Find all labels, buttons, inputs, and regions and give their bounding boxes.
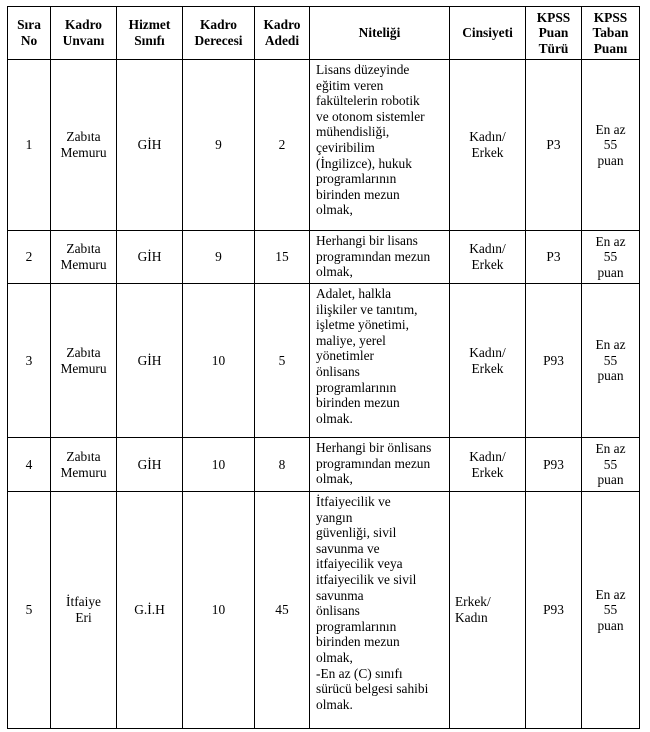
- kadro-table: [7, 6, 640, 729]
- cell-hizmet-sinifi: GİH: [117, 284, 183, 438]
- cell-sira-no: 4: [8, 438, 51, 492]
- cell-sira-no: 3: [8, 284, 51, 438]
- cell-kpss-puan-turu: P93: [526, 284, 582, 438]
- cell-niteligi: Adalet, halkla ilişkiler ve tanıtım, işletme yönetimi, maliye, yerel yönetimler önlisans programlarının birinden mezun olmak.: [310, 284, 450, 438]
- table-row: [8, 438, 640, 492]
- cell-kadro-derecesi: 10: [183, 492, 255, 729]
- header-sira-no: Sıra No: [8, 7, 51, 60]
- cell-niteligi: İtfaiyecilik ve yangın güvenliği, sivil savunma ve itfaiyecilik veya itfaiyecilik ve sivil savunma önlisans programlarının birinden mezun olmak, -En az (C) sınıfı sürücü belgesi sahibi olmak.: [310, 492, 450, 729]
- table-row: [8, 284, 640, 438]
- cell-kadro-derecesi: 9: [183, 231, 255, 284]
- cell-kadro-derecesi: 10: [183, 438, 255, 492]
- header-cinsiyeti: Cinsiyeti: [450, 7, 526, 60]
- cell-niteligi: Herhangi bir önlisans programından mezun olmak,: [310, 438, 450, 492]
- cell-hizmet-sinifi: GİH: [117, 231, 183, 284]
- cell-kadro-adedi: 45: [255, 492, 310, 729]
- header-kadro-unvani: Kadro Unvanı: [51, 7, 117, 60]
- header-niteligi: Niteliği: [310, 7, 450, 60]
- cell-kpss-puan-turu: P3: [526, 60, 582, 231]
- cell-niteligi: Herhangi bir lisans programından mezun olmak,: [310, 231, 450, 284]
- cell-kadro-adedi: 8: [255, 438, 310, 492]
- cell-kadro-unvani: İtfaiye Eri: [51, 492, 117, 729]
- cell-kadro-adedi: 5: [255, 284, 310, 438]
- header-kpss-taban-puani: KPSS Taban Puanı: [582, 7, 640, 60]
- cell-kadro-adedi: 2: [255, 60, 310, 231]
- cell-kpss-taban-puani: En az 55 puan: [582, 438, 640, 492]
- cell-kpss-puan-turu: P93: [526, 438, 582, 492]
- cell-cinsiyeti: Kadın/ Erkek: [450, 284, 526, 438]
- cell-hizmet-sinifi: GİH: [117, 60, 183, 231]
- cell-kpss-taban-puani: En az 55 puan: [582, 60, 640, 231]
- cell-kadro-unvani: Zabıta Memuru: [51, 231, 117, 284]
- cell-kpss-puan-turu: P93: [526, 492, 582, 729]
- cell-hizmet-sinifi: G.İ.H: [117, 492, 183, 729]
- table-row: [8, 60, 640, 231]
- cell-cinsiyeti: Erkek/ Kadın: [450, 492, 526, 729]
- cell-kpss-taban-puani: En az 55 puan: [582, 231, 640, 284]
- cell-hizmet-sinifi: GİH: [117, 438, 183, 492]
- cell-sira-no: 2: [8, 231, 51, 284]
- cell-sira-no: 1: [8, 60, 51, 231]
- cell-kadro-unvani: Zabıta Memuru: [51, 438, 117, 492]
- cell-kpss-puan-turu: P3: [526, 231, 582, 284]
- cell-cinsiyeti: Kadın/ Erkek: [450, 60, 526, 231]
- cell-niteligi: Lisans düzeyinde eğitim veren fakültelerin robotik ve otonom sistemler mühendisliği, çeviribilim (İngilizce), hukuk programlarının birinden mezun olmak,: [310, 60, 450, 231]
- cell-kadro-derecesi: 9: [183, 60, 255, 231]
- cell-sira-no: 5: [8, 492, 51, 729]
- header-kpss-puan-turu: KPSS Puan Türü: [526, 7, 582, 60]
- cell-cinsiyeti: Kadın/ Erkek: [450, 438, 526, 492]
- cell-kadro-adedi: 15: [255, 231, 310, 284]
- header-kadro-derecesi: Kadro Derecesi: [183, 7, 255, 60]
- table-row: [8, 492, 640, 729]
- cell-kadro-unvani: Zabıta Memuru: [51, 60, 117, 231]
- table-row: [8, 231, 640, 284]
- header-hizmet-sinifi: Hizmet Sınıfı: [117, 7, 183, 60]
- header-row: [8, 7, 640, 60]
- cell-kpss-taban-puani: En az 55 puan: [582, 492, 640, 729]
- header-kadro-adedi: Kadro Adedi: [255, 7, 310, 60]
- cell-kpss-taban-puani: En az 55 puan: [582, 284, 640, 438]
- cell-cinsiyeti: Kadın/ Erkek: [450, 231, 526, 284]
- cell-kadro-unvani: Zabıta Memuru: [51, 284, 117, 438]
- cell-kadro-derecesi: 10: [183, 284, 255, 438]
